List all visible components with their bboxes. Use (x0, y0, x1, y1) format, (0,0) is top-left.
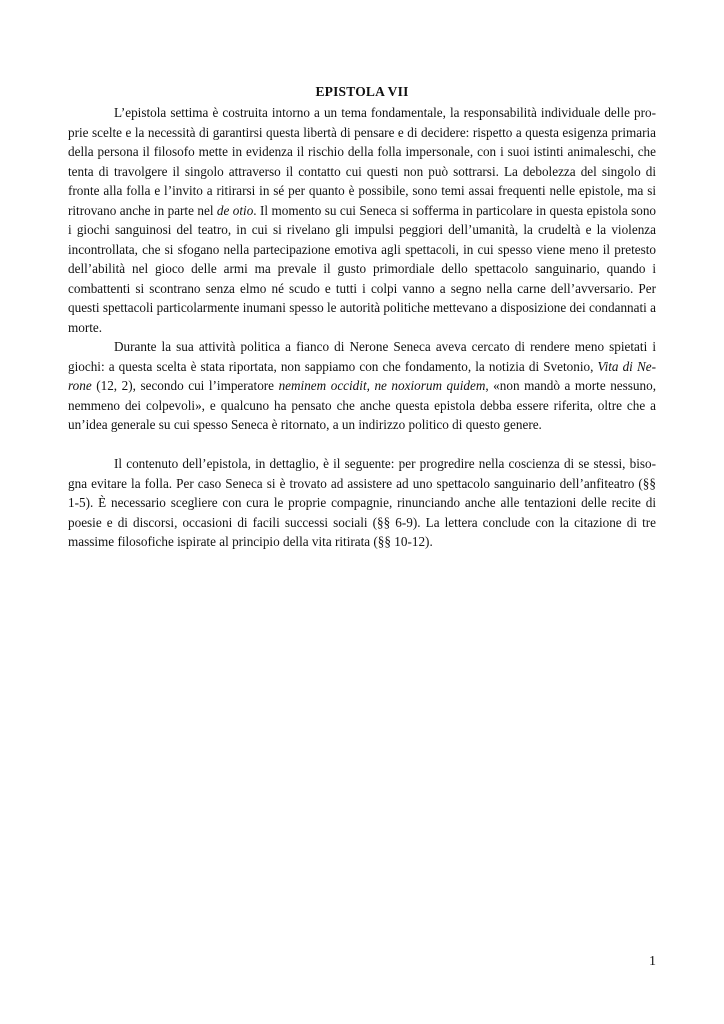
paragraph-2 (68, 337, 656, 435)
paragraph-1 (68, 103, 656, 337)
document-body (68, 103, 656, 552)
paragraph-2-italic: neminem occidit, ne noxiorum quidem (278, 378, 486, 393)
paragraph-3-text: Il contenuto dell’epistola, in dettaglio, è il seguente: per progredire nella coscienza di se stessi, bisogna evitare la folla. Per caso Seneca si è trovato ad assistere ad uno spettacolo sanguinario dell’anfiteatro (§§ 1-5). È necessario scegliere con cura le proprie compagnie, rinunciando anche alle tentazioni delle recite di poesie e di discorsi, occasioni di facili successi sociali (§§ 6-9). La lettera conclude con la citazione di tre massime filosofiche ispirate al principio della vita ritirata (§§ 10-12). (68, 456, 656, 549)
paragraph-2-italic: Vita di Nerone (68, 358, 656, 393)
paragraph-1-text: L’epistola settima è costruita intorno a un tema fondamentale, la responsabilità individuale delle proprie scelte e la necessità di garantirsi questa libertà di pensare e di decidere: rispetto a questa esigenza primaria della persona il filosofo mette in evidenza il rischio della folla impersonale, con i suoi istinti animaleschi, che tenta di travolgere il singolo attraverso il contatto cui questi non può sottrarsi. La debolezza del singolo di fronte alla folla e l’invito a ritirarsi in sé per quanto è possibile, sono temi assai frequenti nelle epistole, ma si ritrovano anche in parte nel (68, 105, 656, 218)
paragraph-2-text: , «non mandò a morte nessuno, nemmeno dei colpevoli», e qualcuno ha pensato che anche questa epistola debba essere riferita, oltre che a un’idea generale su cui spesso Seneca è ritornato, a un indirizzo politico di questo genere. (68, 378, 657, 432)
document-title: EPISTOLA VII (315, 84, 409, 99)
paragraph-1-italic: de otio (216, 202, 254, 218)
paragraph-3 (68, 454, 656, 552)
paragraph-1-text: . Il momento su cui Seneca si sofferma in particolare in questa epistola sono i giochi sanguinosi del teatro, in cui si rivelano gli impulsi peggiori dell’umanità, la crudeltà e la violenza incontrollata, che si sfogano nella partecipazione emotiva agli spettacoli, in cui spesso viene meno il pretesto dell’abilità nel gioco delle armi ma prevale il gusto primordiale dello spettacolo sanguinario, quando i combattenti si scontrano senza elmo né scudo e tutti i colpi vanno a segno nella carne dell’avversario. Per questi spettacoli particolarmente inumani spesso le autorità politiche mettevano a disposizione dei condannati a morte. (68, 202, 657, 335)
paragraph-2-text: (12, 2), secondo cui l’imperatore (91, 378, 279, 393)
paragraph-2-text: Durante la sua attività politica a fianco di Nerone Seneca aveva cercato di rendere meno spietati i giochi: a questa scelta è stata riportata, non sappiamo con che fondamento, la notizia di Svetonio, (68, 339, 656, 374)
page-number: 1 (649, 954, 656, 969)
